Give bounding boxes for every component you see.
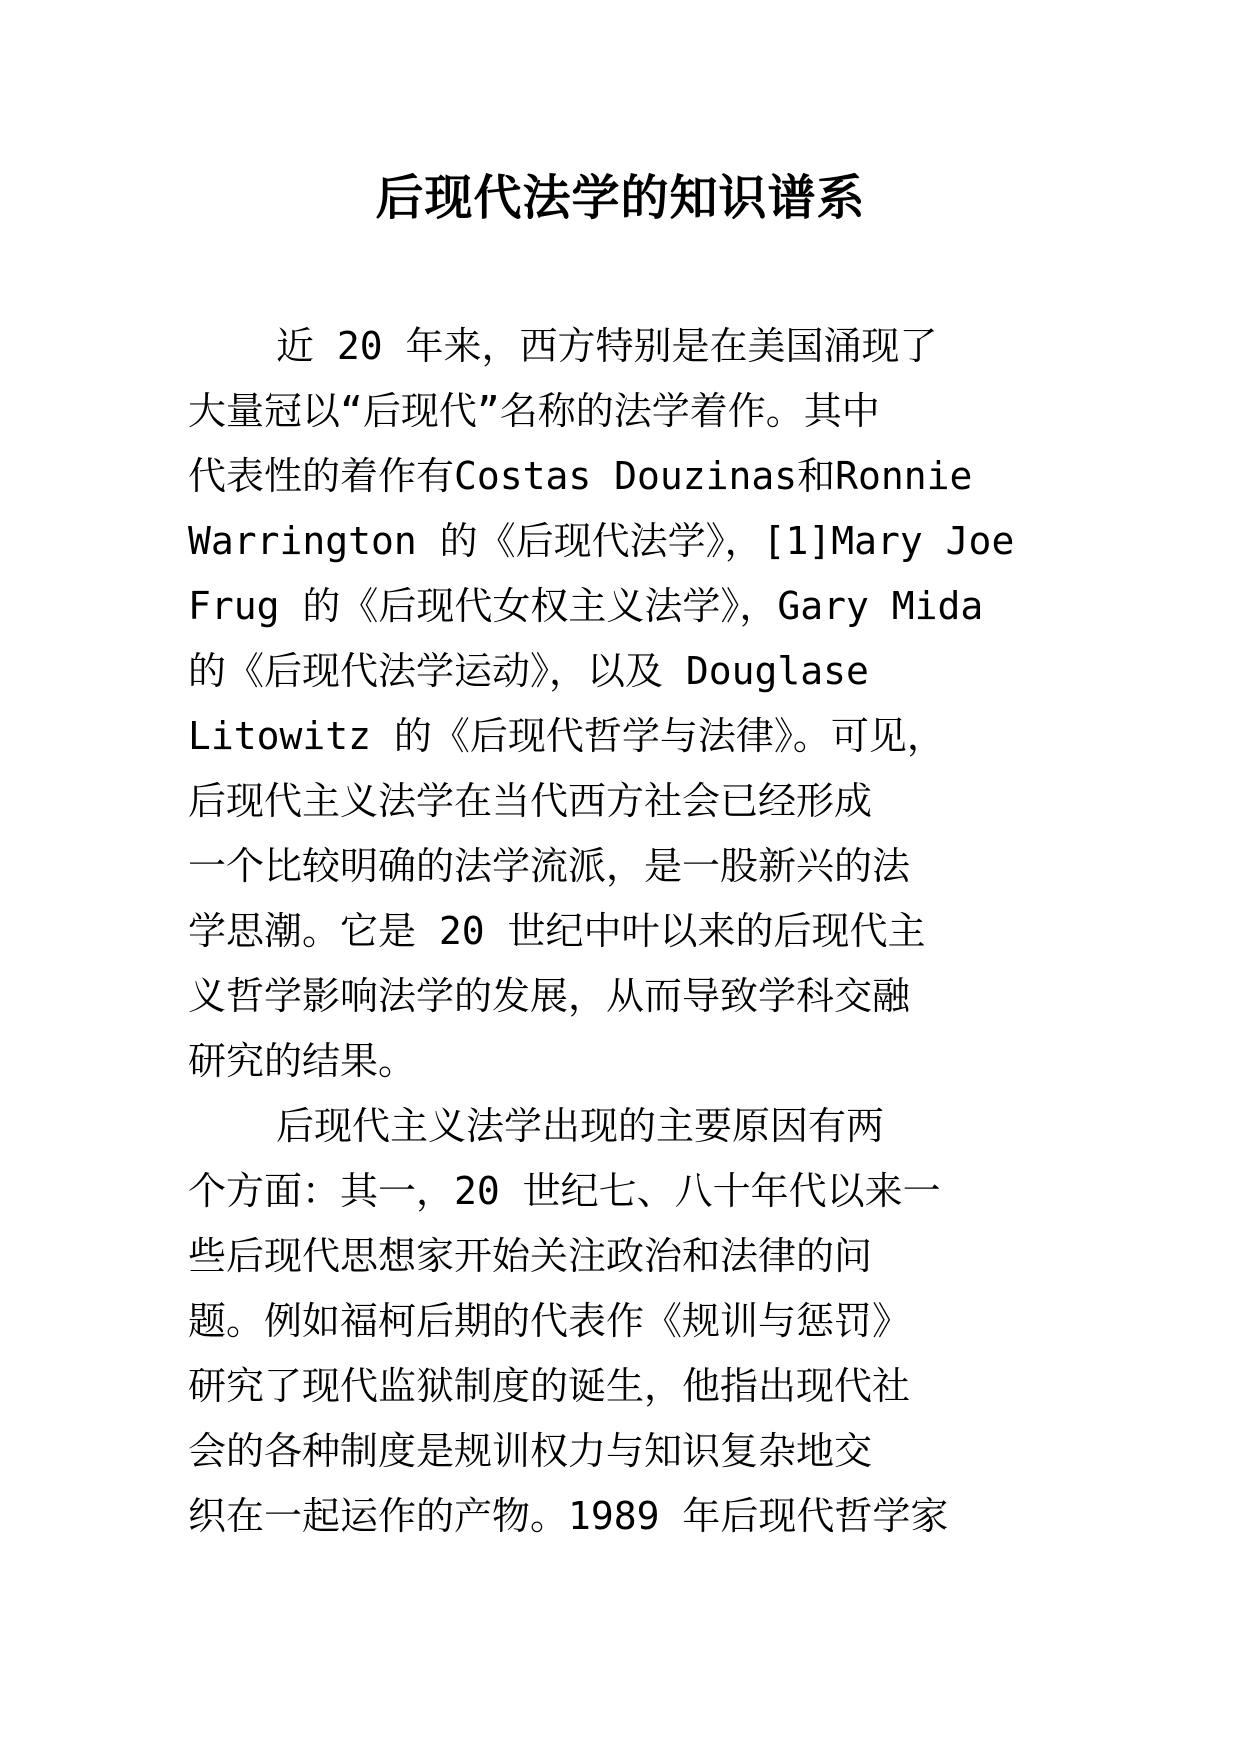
paragraph-2-line-6: 会的各种制度是规训权力与知识复杂地交 bbox=[188, 1429, 873, 1473]
paragraph-2-line-1: 后现代主义法学出现的主要原因有两 bbox=[276, 1104, 885, 1148]
paragraph-2-line-7: 织在一起运作的产物。1989 年后现代哲学家 bbox=[188, 1494, 949, 1538]
paragraph-1-line-5: Frug 的《后现代女权主义法学》，Gary Mida bbox=[188, 584, 984, 628]
paragraph-2-line-5: 研究了现代监狱制度的诞生，他指出现代社 bbox=[188, 1364, 911, 1408]
paragraph-1-line-7: Litowitz 的《后现代哲学与法律》。可见， bbox=[188, 714, 945, 758]
paragraph-1-line-9: 一个比较明确的法学流派，是一股新兴的法 bbox=[188, 844, 911, 888]
paragraph-2-line-4: 题。例如福柯后期的代表作《规训与惩罚》 bbox=[188, 1299, 911, 1343]
paragraph-1-line-11: 义哲学影响法学的发展，从而导致学科交融 bbox=[188, 974, 911, 1018]
paragraph-1-line-6: 的《后现代法学运动》，以及 Douglase bbox=[188, 649, 869, 693]
paragraph-1-line-3: 代表性的着作有Costas Douzinas和Ronnie bbox=[188, 454, 973, 498]
paragraph-1-line-8: 后现代主义法学在当代西方社会已经形成 bbox=[188, 779, 873, 823]
document-title: 后现代法学的知识谱系 bbox=[375, 170, 866, 226]
paragraph-1-line-1: 近 20 年来，西方特别是在美国涌现了 bbox=[276, 324, 938, 368]
paragraph-1-line-12: 研究的结果。 bbox=[188, 1039, 417, 1083]
document-body bbox=[188, 314, 1088, 1549]
paragraph-2-line-3: 些后现代思想家开始关注政治和法律的问 bbox=[188, 1234, 873, 1278]
paragraph-1-line-4: Warrington 的《后现代法学》，[1]Mary Joe bbox=[188, 519, 1015, 563]
paragraph-1-line-10: 学思潮。它是 20 世纪中叶以来的后现代主 bbox=[188, 909, 926, 953]
paragraph-2-line-2: 个方面：其一，20 世纪七、八十年代以来一 bbox=[188, 1169, 941, 1213]
paragraph-1-line-2: 大量冠以“后现代”名称的法学着作。其中 bbox=[188, 389, 880, 433]
